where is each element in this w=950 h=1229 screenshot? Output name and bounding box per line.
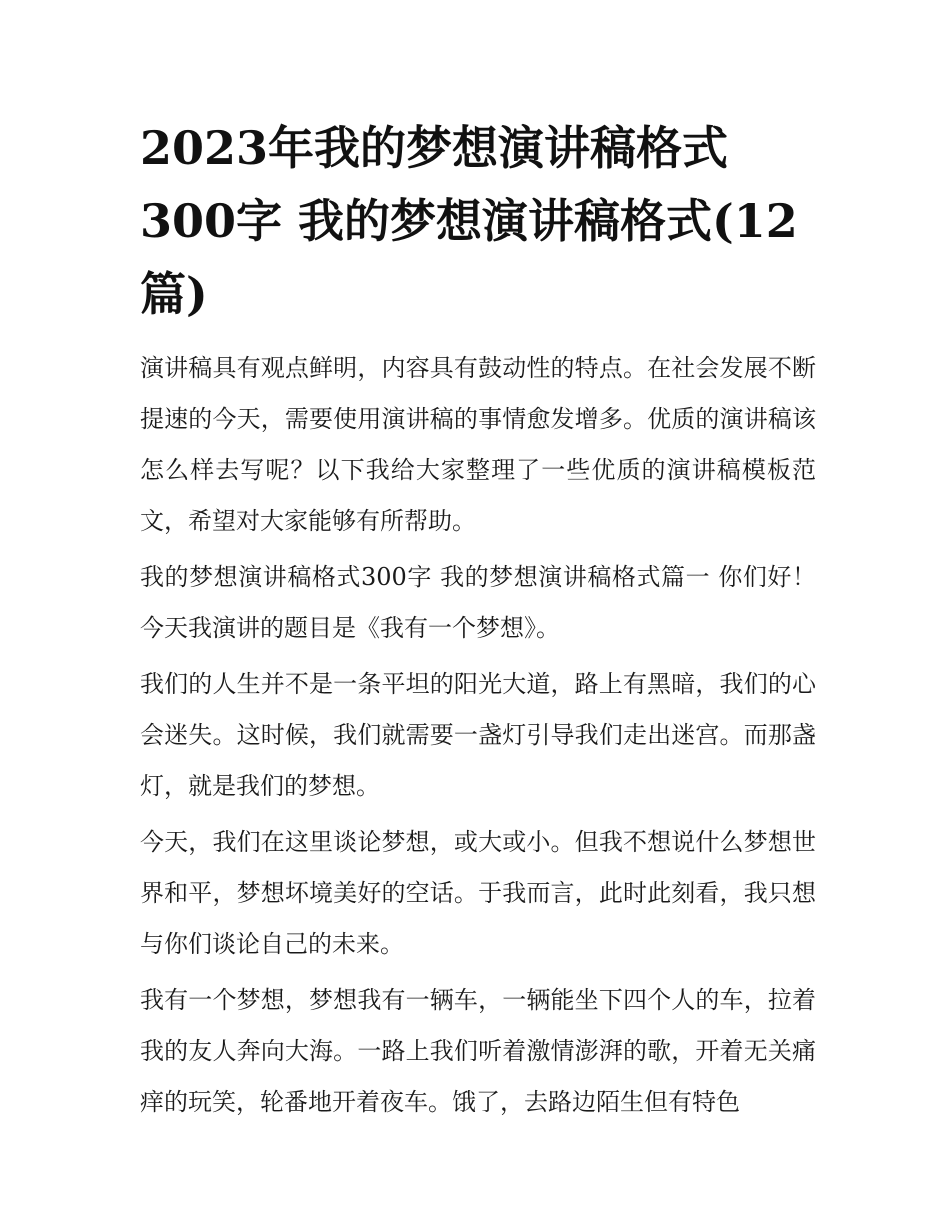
paragraph-greeting: 我的梦想演讲稿格式300字 我的梦想演讲稿格式篇一 你们好！ 今天我演讲的题目是《我有一个梦想》。	[140, 563, 816, 642]
paragraph-today: 今天，我们在这里谈论梦想，或大或小。但我不想说什么梦想世界和平，梦想坏境美好的空话。于我而言，此时此刻看，我只想与你们谈论自己的未来。	[140, 828, 816, 958]
document-body	[140, 343, 816, 1128]
document-page	[140, 112, 816, 1133]
paragraph-intro: 演讲稿具有观点鲜明，内容具有鼓动性的特点。在社会发展不断提速的今天，需要使用演讲稿的事情愈发增多。优质的演讲稿该怎么样去写呢？以下我给大家整理了一些优质的演讲稿模板范文，希望对大家能够有所帮助。	[140, 354, 816, 535]
paragraph-lamp: 我们的人生并不是一条平坦的阳光大道，路上有黑暗，我们的心会迷失。这时候，我们就需要一盏灯引导我们走出迷宫。而那盏灯，就是我们的梦想。	[140, 670, 816, 800]
paragraph-car-dream: 我有一个梦想，梦想我有一辆车，一辆能坐下四个人的车，拉着我的友人奔向大海。一路上我们听着激情澎湃的歌，开着无关痛痒的玩笑，轮番地开着夜车。饿了，去路边陌生但有特色	[140, 986, 816, 1116]
document-title: 2023年我的梦想演讲稿格式300字 我的梦想演讲稿格式(12篇)	[140, 121, 798, 321]
